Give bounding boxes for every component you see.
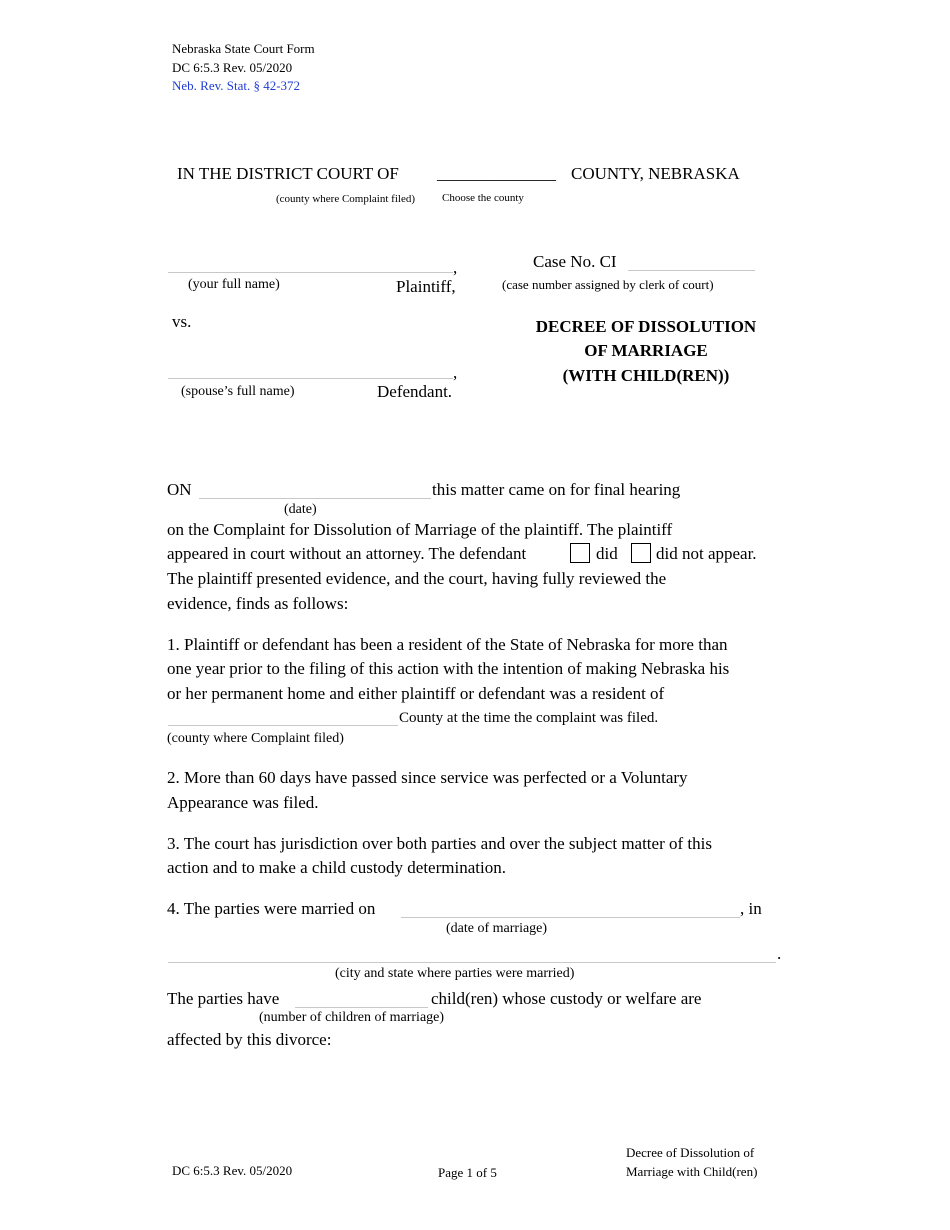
finding-2-line: Appearance was filed. — [167, 793, 319, 812]
marriage-place-field[interactable] — [168, 962, 776, 963]
finding-3-line: 3. The court has jurisdiction over both parties and over the subject matter of this — [167, 834, 712, 853]
on-label: ON — [167, 480, 192, 499]
footer-page-number: Page 1 of 5 — [438, 1165, 497, 1180]
decree-title-line3: (WITH CHILD(REN)) — [562, 366, 730, 385]
defendant-name-field[interactable] — [168, 378, 453, 379]
marriage-date-hint: (date of marriage) — [446, 921, 548, 936]
case-number-label: Case No. CI — [533, 252, 617, 271]
children-line: child(ren) whose custody or welfare are — [431, 989, 702, 1008]
resident-county-field[interactable] — [168, 725, 398, 726]
footer-title-line1: Decree of Dissolution of — [626, 1145, 755, 1160]
case-number-field[interactable] — [628, 270, 755, 271]
defendant-did-appear-checkbox[interactable] — [570, 543, 590, 563]
defendant-label: Defendant. — [377, 382, 453, 401]
case-number-hint: (case number assigned by clerk of court) — [502, 277, 714, 292]
finding-1-line: County at the time the complaint was filed. — [399, 710, 659, 726]
defendant-comma: , — [453, 363, 458, 382]
finding-3-line: action and to make a child custody determination. — [167, 858, 506, 877]
paragraph-line: appeared in court without an attorney. The defendant — [167, 544, 527, 563]
finding-4-in: , in — [740, 899, 762, 918]
decree-title-line2: OF MARRIAGE — [584, 341, 708, 360]
county-dropdown[interactable]: Choose the county — [442, 192, 524, 204]
plaintiff-hint: (your full name) — [188, 277, 280, 292]
statute-link[interactable]: Neb. Rev. Stat. § 42-372 — [172, 78, 301, 93]
finding-1-line: or her permanent home and either plaintiff or defendant was a resident of — [167, 684, 665, 703]
hearing-text: this matter came on for final hearing — [432, 480, 681, 499]
county-blank: ______________ — [437, 164, 556, 183]
children-count-hint: (number of children of marriage) — [259, 1010, 445, 1025]
marriage-place-hint: (city and state where parties were married) — [335, 966, 575, 981]
defendant-hint: (spouse’s full name) — [181, 384, 295, 399]
children-line: The parties have — [167, 989, 280, 1008]
hearing-date-field[interactable] — [199, 498, 431, 499]
period: . — [777, 944, 782, 963]
defendant-did-not-appear-checkbox[interactable] — [631, 543, 651, 563]
finding-2-line: 2. More than 60 days have passed since service was perfected or a Voluntary — [167, 768, 688, 787]
decree-title-line1: DECREE OF DISSOLUTION — [535, 317, 757, 336]
children-count-field[interactable] — [295, 1007, 428, 1008]
resident-county-hint: (county where Complaint filed) — [167, 731, 344, 746]
plaintiff-comma: , — [453, 258, 458, 277]
paragraph-line: on the Complaint for Dissolution of Marriage of the plaintiff. The plaintiff — [167, 520, 673, 539]
finding-4-line: 4. The parties were married on — [167, 899, 376, 918]
court-prefix: IN THE DISTRICT COURT OF — [177, 164, 399, 183]
date-hint: (date) — [284, 502, 317, 517]
form-header-line2: DC 6:5.3 Rev. 05/2020 — [172, 60, 293, 75]
children-line: affected by this divorce: — [167, 1030, 332, 1049]
versus-label: vs. — [172, 312, 192, 331]
plaintiff-name-field[interactable] — [168, 272, 453, 273]
paragraph-line: evidence, finds as follows: — [167, 594, 349, 613]
finding-1-line: one year prior to the filing of this action with the intention of making Nebraska his — [167, 659, 730, 678]
form-header-line1: Nebraska State Court Form — [172, 41, 315, 56]
plaintiff-label: Plaintiff, — [396, 277, 456, 296]
marriage-date-field[interactable] — [401, 917, 740, 918]
footer-form-id: DC 6:5.3 Rev. 05/2020 — [172, 1163, 293, 1178]
paragraph-line: The plaintiff presented evidence, and the court, having fully reviewed the — [167, 569, 667, 588]
did-label: did — [596, 544, 618, 563]
did-not-label: did not appear. — [656, 544, 757, 563]
footer-title-line2: Marriage with Child(ren) — [626, 1164, 758, 1179]
finding-1-line: 1. Plaintiff or defendant has been a resident of the State of Nebraska for more than — [167, 635, 728, 654]
court-suffix: COUNTY, NEBRASKA — [571, 164, 740, 183]
county-hint: (county where Complaint filed) — [276, 193, 415, 205]
